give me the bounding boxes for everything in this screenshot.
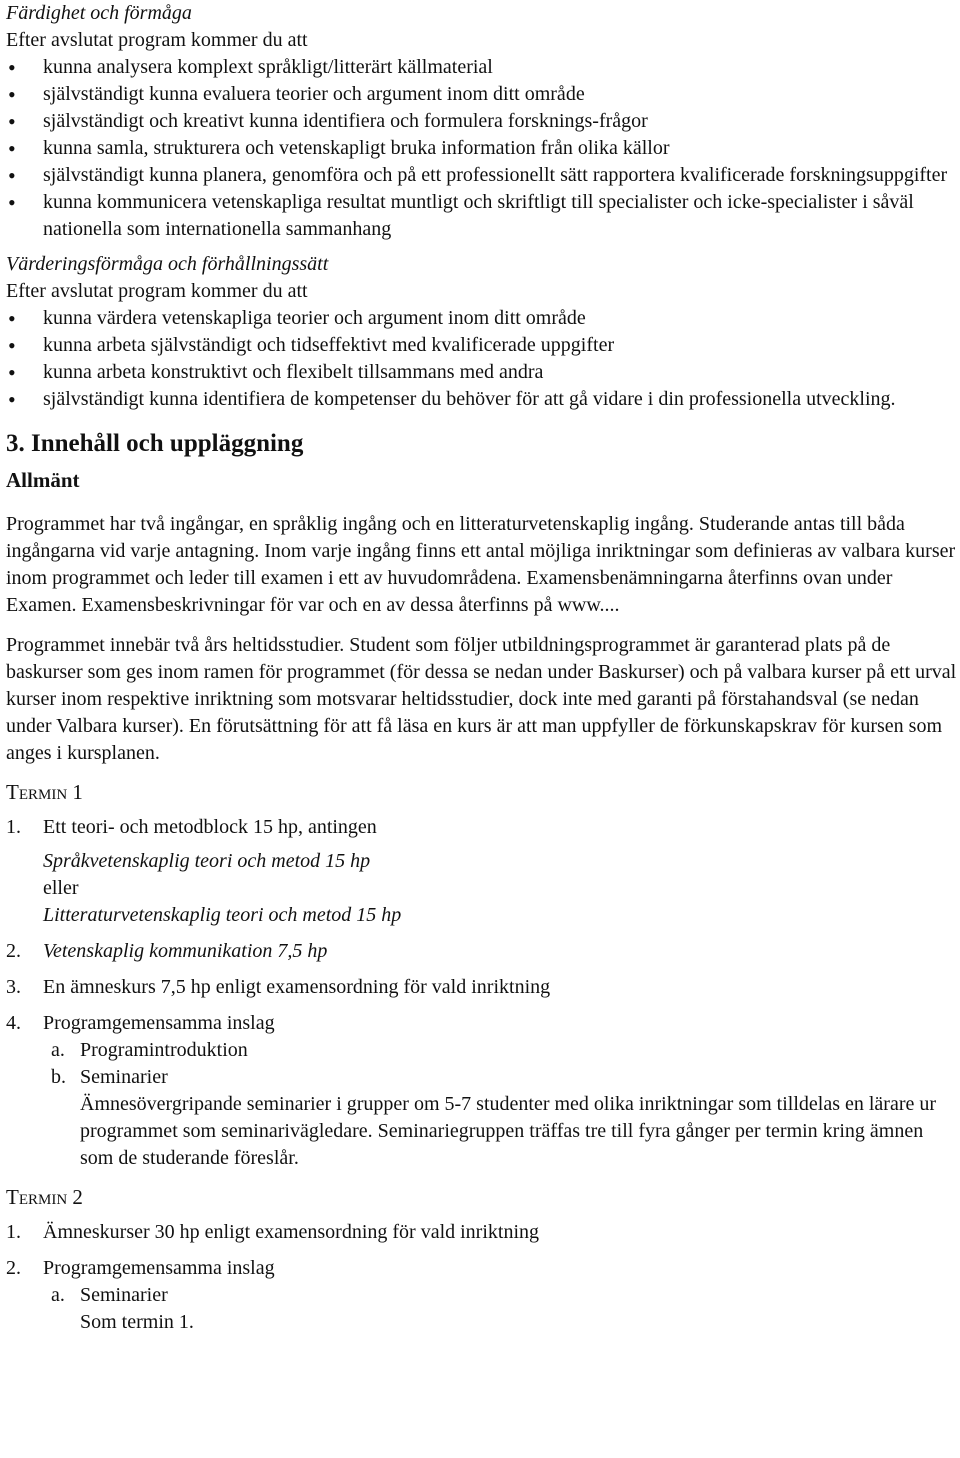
- course-options: [43, 848, 960, 929]
- sub-item-detail: Ämnesövergripande seminarier i grupper om 5-7 studenter med olika inriktningar som tilldelas en lärare ur programmet som seminarivägledare. Seminariegruppen träffas tre till fyra gånger per termin kring ämnen som de studerande föreslår.: [80, 1093, 937, 1169]
- item-text: Programgemensamma inslag: [43, 1257, 275, 1279]
- list-item: • kunna arbeta konstruktivt och flexibelt tillsammans med andra: [6, 359, 960, 386]
- sub-item-detail: Som termin 1.: [80, 1311, 194, 1333]
- list-item: [6, 938, 960, 965]
- list-item: • självständigt kunna identifiera de kompetenser du behöver för att gå vidare i din professionella utveckling.: [6, 386, 960, 413]
- list-item: [6, 974, 960, 1001]
- section-termin-1: [6, 779, 960, 1172]
- item-number: 4.: [6, 1012, 21, 1034]
- sub-list: [43, 1282, 960, 1336]
- section-vardering: [6, 251, 960, 413]
- list-item: • självständigt kunna planera, genomföra och på ett professionellt sätt rapportera kvalificerade forskningsuppgifter: [6, 162, 960, 189]
- term-heading: Termin 1: [6, 780, 83, 804]
- subheading-allmant: Allmänt: [6, 468, 80, 492]
- item-text: Vetenskaplig kommunikation 7,5 hp: [43, 940, 328, 962]
- section-intro: Efter avslutat program kommer du att: [6, 280, 308, 302]
- list-item: • kunna analysera komplext språkligt/litterärt källmaterial: [6, 54, 960, 81]
- item-number: 2.: [6, 940, 21, 962]
- section-heading-fardighet: Färdighet och förmåga: [6, 2, 192, 24]
- course-option: Språkvetenskaplig teori och metod 15 hp: [43, 850, 371, 872]
- section-intro: Efter avslutat program kommer du att: [6, 29, 308, 51]
- section-heading-vardering: Värderingsförmåga och förhållningssätt: [6, 253, 329, 275]
- sub-item-text: Seminarier: [80, 1066, 168, 1088]
- item-text: Programgemensamma inslag: [43, 1012, 275, 1034]
- list-item: • självständigt och kreativt kunna identifiera och formulera forsknings-frågor: [6, 108, 960, 135]
- item-text: En ämneskurs 7,5 hp enligt examensordning för vald inriktning: [43, 976, 551, 998]
- bullet-list-fardighet: [6, 54, 960, 243]
- list-item: [6, 1010, 960, 1172]
- list-item: [6, 1219, 960, 1246]
- list-item: • självständigt kunna evaluera teorier och argument inom ditt område: [6, 81, 960, 108]
- section-innehall: [6, 427, 960, 767]
- list-item: • kunna kommunicera vetenskapliga resultat muntligt och skriftligt till specialister och icke-specialister i såväl nationella som internationella sammanhang: [6, 189, 960, 243]
- item-number: 3.: [6, 976, 21, 998]
- sub-item-text: Programintroduktion: [80, 1039, 248, 1061]
- term-heading: Termin 2: [6, 1185, 83, 1209]
- sub-list-item: [43, 1064, 960, 1172]
- sub-list-item: [43, 1037, 960, 1064]
- list-item: • kunna samla, strukturera och vetenskapligt bruka information från olika källor: [6, 135, 960, 162]
- sub-item-letter: b.: [51, 1066, 66, 1088]
- sub-item-letter: a.: [51, 1284, 65, 1306]
- item-text: Ett teori- och metodblock 15 hp, antingen: [43, 816, 377, 838]
- sub-list: [43, 1037, 960, 1172]
- item-number: 1.: [6, 816, 21, 838]
- section-termin-2: [6, 1184, 960, 1336]
- list-item: [6, 1255, 960, 1336]
- term-2-list: [6, 1219, 960, 1336]
- course-option: Litteraturvetenskaplig teori och metod 15 hp: [43, 904, 402, 926]
- sub-list-item: [43, 1282, 960, 1336]
- section-fardighet: [6, 0, 960, 243]
- sub-item-letter: a.: [51, 1039, 65, 1061]
- list-item: • kunna arbeta självständigt och tidseffektivt med kvalificerade uppgifter: [6, 332, 960, 359]
- item-number: 1.: [6, 1221, 21, 1243]
- paragraph: Programmet har två ingångar, en språklig ingång och en litteraturvetenskaplig ingång. Studerande antas till båda ingångarna vid varje antagning. Inom varje ingång finns ett antal möjliga inriktningar som definieras av valbara kurser inom programmet och leder till examen i ett av huvudområdena. Examensbenämningarna återfinns ovan under Examen. Examensbeskrivningar för var och en av dessa återfinns på www....: [6, 513, 956, 616]
- list-item: [6, 814, 960, 929]
- term-1-list: [6, 814, 960, 1172]
- sub-item-text: Seminarier: [80, 1284, 168, 1306]
- item-text: Ämneskurser 30 hp enligt examensordning för vald inriktning: [43, 1221, 540, 1243]
- option-separator: eller: [43, 877, 79, 899]
- chapter-heading: 3. Innehåll och uppläggning: [6, 430, 304, 457]
- bullet-list-vardering: [6, 305, 960, 413]
- paragraph: Programmet innebär två års heltidsstudier. Student som följer utbildningsprogrammet är garanterad plats på de baskurser som ges inom ramen för programmet (för dessa se nedan under Baskurser) och på valbara kurser på ett urval kurser inom respektive inriktning som motsvarar heltidsstudier, dock inte med garanti på förstahandsval (se nedan under Valbara kurser). En förutsättning för att få läsa en kurs är att man uppfyller de förkunskapskrav för kursen som anges i kursplanen.: [6, 634, 957, 764]
- item-number: 2.: [6, 1257, 21, 1279]
- list-item: • kunna värdera vetenskapliga teorier och argument inom ditt område: [6, 305, 960, 332]
